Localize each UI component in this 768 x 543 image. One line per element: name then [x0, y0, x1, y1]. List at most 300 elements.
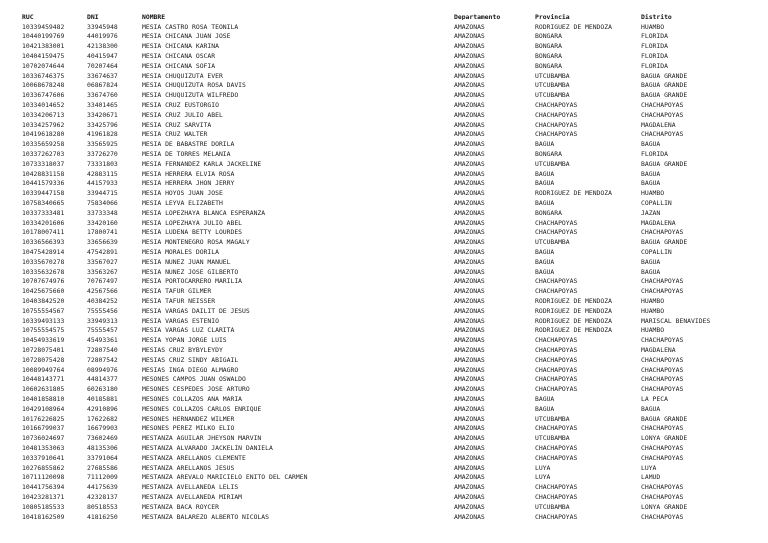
cell-dni: 33791064 [87, 454, 118, 462]
cell-distrito: CHACHAPOYAS [641, 386, 684, 393]
cell-dni: 73602469 [87, 435, 118, 442]
cell-distrito: LA PECA [641, 395, 668, 403]
cell-nombre: MESTANZA AGUILAR JHEYSON MARVIN [142, 435, 262, 442]
cell-nombre: MESIA NUÑEZ JOSE GILBERTO [142, 268, 239, 276]
cell-ruc: 10176226825 [22, 415, 65, 422]
table-row [22, 365, 762, 375]
cell-distrito: FLORIDA [641, 43, 668, 50]
cell-nombre: MESIA CHICANA JUAN JOSE [142, 33, 231, 40]
table-row [22, 453, 762, 463]
cell-ruc: 10339447158 [22, 190, 65, 197]
cell-provincia: UTCUBAMBA [535, 415, 570, 422]
cell-departamento: AMAZONAS [454, 160, 485, 168]
table-row [22, 384, 762, 394]
cell-ruc: 10448143771 [22, 376, 65, 383]
cell-provincia: CHACHAPOYAS [535, 356, 578, 364]
cell-distrito: CHACHAPOYAS [641, 484, 684, 491]
cell-ruc: 10758340665 [22, 200, 65, 207]
cell-provincia: CHACHAPOYAS [535, 337, 578, 344]
cell-ruc: 10336566393 [22, 239, 65, 246]
cell-departamento: AMAZONAS [454, 366, 485, 373]
cell-departamento: AMAZONAS [454, 200, 485, 207]
cell-dni: 33945948 [87, 23, 118, 31]
cell-ruc: 10733318037 [22, 160, 65, 168]
cell-ruc: 10475428914 [22, 249, 65, 256]
cell-nombre: MESIA HERRERA JHON JERRY [142, 180, 235, 187]
cell-departamento: AMAZONAS [454, 249, 485, 256]
cell-ruc: 10428831158 [22, 170, 65, 178]
cell-nombre: MESIA PORTOCARRERO MARILIA [142, 278, 243, 285]
cell-provincia: CHACHAPOYAS [535, 513, 578, 520]
cell-provincia: BONGARA [535, 53, 562, 60]
cell-nombre: MESONES CAMPOS JUAN OSWALDO [142, 376, 246, 383]
cell-nombre: MESIA LEYVA ELIZABETH [142, 200, 223, 207]
cell-distrito: LAMUD [641, 474, 661, 481]
table-row [22, 32, 762, 42]
cell-provincia: BAGUA [535, 405, 555, 413]
table-row [22, 394, 762, 404]
cell-departamento: AMAZONAS [454, 435, 485, 442]
cell-nombre: MESIA LUDEÑA BETTY LOURDES [142, 229, 243, 236]
cell-dni: 16679903 [87, 425, 118, 432]
header-dni: DNI [87, 13, 99, 21]
cell-distrito: MAGDALENA [641, 219, 676, 227]
cell-nombre: MESIA CHICANA KARINA [142, 43, 219, 50]
cell-departamento: AMAZONAS [454, 444, 485, 452]
cell-provincia: CHACHAPOYAS [535, 102, 578, 109]
cell-departamento: AMAZONAS [454, 219, 485, 227]
cell-dni: 60263180 [87, 386, 118, 393]
table-row [22, 257, 762, 267]
table-row [22, 482, 762, 492]
cell-dni: 33565925 [87, 141, 118, 148]
cell-ruc: 10441756394 [22, 484, 65, 491]
cell-dni: 48135306 [87, 444, 118, 452]
cell-dni: 75834066 [87, 200, 118, 207]
table-row [22, 71, 762, 81]
cell-departamento: AMAZONAS [454, 72, 485, 80]
table-row [22, 110, 762, 120]
table-row [22, 189, 762, 199]
cell-departamento: AMAZONAS [454, 307, 485, 315]
table-row [22, 492, 762, 502]
cell-provincia: RODRIGUEZ DE MENDOZA [535, 190, 612, 197]
cell-ruc: 10339493133 [22, 317, 65, 324]
cell-dni: 41816250 [87, 513, 118, 520]
cell-nombre: MESIA FERNANDEZ KARLA JACKELINE [142, 160, 262, 168]
cell-dni: 44019976 [87, 33, 118, 40]
cell-departamento: AMAZONAS [454, 454, 485, 462]
cell-nombre: MESIA TAFUR NEISSER [142, 298, 216, 305]
table-row [22, 140, 762, 150]
cell-ruc: 10401858810 [22, 395, 65, 403]
cell-distrito: COPALLIN [641, 249, 672, 256]
cell-ruc: 10711120098 [22, 474, 65, 481]
cell-dni: 45493361 [87, 337, 118, 344]
cell-distrito: LONYA GRANDE [641, 503, 688, 511]
cell-dni: 42910896 [87, 405, 118, 413]
table-row [22, 296, 762, 306]
cell-distrito: COPALLIN [641, 200, 672, 207]
cell-nombre: MESIA CASTRO ROSA TEONILA [142, 23, 239, 31]
cell-ruc: 10276855862 [22, 464, 65, 471]
cell-dni: 33567027 [87, 258, 118, 266]
cell-provincia: CHACHAPOYAS [535, 131, 578, 138]
cell-departamento: AMAZONAS [454, 111, 485, 119]
cell-distrito: CHACHAPOYAS [641, 102, 684, 109]
cell-dni: 33733348 [87, 209, 118, 217]
cell-provincia: UTCUBAMBA [535, 239, 570, 246]
table-row [22, 22, 762, 32]
cell-dni: 75555457 [87, 327, 118, 334]
cell-nombre: MESTANZA ALVARADO JACKELIN DANIELA [142, 444, 273, 452]
cell-provincia: CHACHAPOYAS [535, 484, 578, 491]
cell-ruc: 10334206713 [22, 111, 65, 119]
cell-dni: 33420671 [87, 111, 118, 119]
cell-provincia: RODRIGUEZ DE MENDOZA [535, 298, 612, 305]
cell-distrito: BAGUA [641, 268, 661, 276]
cell-dni: 40415947 [87, 53, 118, 60]
cell-departamento: AMAZONAS [454, 405, 485, 413]
cell-ruc: 10481353063 [22, 444, 65, 452]
cell-provincia: CHACHAPOYAS [535, 366, 578, 373]
header-ruc: RUC [22, 13, 34, 21]
cell-ruc: 10089949764 [22, 366, 65, 373]
cell-dni: 17800741 [87, 229, 118, 236]
cell-ruc: 10335670278 [22, 258, 65, 266]
cell-nombre: MESIA MORALES DORILA [142, 249, 219, 256]
cell-provincia: BAGUA [535, 249, 555, 256]
cell-nombre: MESTANZA AREVALO MARICIELO ENITO DEL CARMEN [142, 474, 308, 481]
table-row [22, 404, 762, 414]
cell-dni: 42138300 [87, 43, 118, 50]
table-row [22, 91, 762, 101]
cell-distrito: BAGUA GRANDE [641, 92, 688, 99]
cell-distrito: CHACHAPOYAS [641, 454, 684, 462]
cell-departamento: AMAZONAS [454, 209, 485, 217]
cell-distrito: FLORIDA [641, 62, 668, 70]
cell-nombre: MESIA LOPEZHAYA JULIO ABEL [142, 219, 243, 227]
cell-ruc: 10736024697 [22, 435, 65, 442]
cell-nombre: MESONES HERNANDEZ WILMER [142, 415, 235, 422]
cell-departamento: AMAZONAS [454, 395, 485, 403]
cell-dni: 33674637 [87, 72, 118, 80]
cell-provincia: UTCUBAMBA [535, 160, 570, 168]
cell-ruc: 10728075428 [22, 356, 65, 364]
cell-departamento: AMAZONAS [454, 53, 485, 60]
cell-provincia: RODRIGUEZ DE MENDOZA [535, 307, 612, 315]
cell-distrito: HUAMBO [641, 327, 665, 334]
cell-departamento: AMAZONAS [454, 229, 485, 236]
cell-nombre: MESONES COLLAZOS ANA MARIA [142, 395, 243, 403]
cell-provincia: BONGARA [535, 33, 562, 40]
cell-nombre: MESIA CHUQUIZUTA EVER [142, 72, 223, 80]
cell-nombre: MESIA VARGAS ESTENIO [142, 317, 219, 324]
cell-ruc: 10418162509 [22, 513, 65, 520]
cell-distrito: BAGUA GRANDE [641, 72, 688, 80]
cell-ruc: 10336747606 [22, 92, 65, 99]
cell-provincia: CHACHAPOYAS [535, 454, 578, 462]
cell-provincia: BAGUA [535, 200, 555, 207]
cell-distrito: MARISCAL BENAVIDES [641, 317, 711, 324]
cell-distrito: MAGDALENA [641, 121, 676, 129]
cell-ruc: 10454933619 [22, 337, 65, 344]
cell-departamento: AMAZONAS [454, 151, 485, 158]
cell-provincia: CHACHAPOYAS [535, 444, 578, 452]
cell-departamento: AMAZONAS [454, 190, 485, 197]
cell-distrito: CHACHAPOYAS [641, 366, 684, 373]
cell-ruc: 10403842520 [22, 298, 65, 305]
cell-dni: 27685586 [87, 464, 118, 471]
cell-distrito: CHACHAPOYAS [641, 111, 684, 119]
cell-ruc: 10419618280 [22, 131, 65, 138]
cell-ruc: 10334257962 [22, 121, 65, 129]
cell-nombre: MESTANZA AVELLANEDA LELIS [142, 484, 239, 491]
table-row [22, 238, 762, 248]
cell-provincia: RODRIGUEZ DE MENDOZA [535, 317, 612, 324]
cell-ruc: 10440199769 [22, 33, 65, 40]
cell-distrito: HUAMBO [641, 298, 665, 305]
table-row [22, 502, 762, 512]
table-row [22, 463, 762, 473]
cell-departamento: AMAZONAS [454, 102, 485, 109]
cell-nombre: MESIA CRUZ SARVITA [142, 121, 212, 129]
cell-distrito: CHACHAPOYAS [641, 513, 684, 520]
cell-ruc: 10334201606 [22, 219, 65, 227]
cell-dni: 44175639 [87, 484, 118, 491]
cell-provincia: CHACHAPOYAS [535, 111, 578, 119]
table-row [22, 306, 762, 316]
table-row [22, 326, 762, 336]
cell-departamento: AMAZONAS [454, 484, 485, 491]
cell-departamento: AMAZONAS [454, 268, 485, 276]
cell-ruc: 10334014652 [22, 102, 65, 109]
cell-nombre: MESIA CRUZ EUSTORGIO [142, 102, 219, 109]
cell-nombre: MESONES CESPEDES JOSE ARTURO [142, 386, 250, 393]
cell-distrito: FLORIDA [641, 33, 668, 40]
cell-nombre: MESTANZA ARELLANOS CLEMENTE [142, 454, 246, 462]
cell-departamento: AMAZONAS [454, 23, 485, 31]
table-row [22, 277, 762, 287]
table-row [22, 316, 762, 326]
cell-departamento: AMAZONAS [454, 415, 485, 422]
cell-ruc: 10429108964 [22, 405, 65, 413]
table-row [22, 61, 762, 71]
cell-provincia: UTCUBAMBA [535, 92, 570, 99]
cell-provincia: BAGUA [535, 395, 555, 403]
cell-dni: 17622682 [87, 415, 118, 422]
table-row [22, 130, 762, 140]
cell-nombre: MESIA VARGAS DAILIT DE JESUS [142, 307, 250, 315]
table-row [22, 336, 762, 346]
cell-dni: 42883115 [87, 170, 118, 178]
cell-distrito: CHACHAPOYAS [641, 376, 684, 383]
cell-nombre: MESIA HERRERA ELVIA ROSA [142, 170, 235, 178]
table-header-row [22, 12, 762, 22]
cell-nombre: MESONES COLLAZOS CARLOS ENRIQUE [142, 405, 262, 413]
cell-ruc: 10166799037 [22, 425, 65, 432]
cell-departamento: AMAZONAS [454, 386, 485, 393]
cell-ruc: 10337910641 [22, 454, 65, 462]
cell-dni: 75555456 [87, 307, 118, 315]
table-row [22, 414, 762, 424]
cell-distrito: CHACHAPOYAS [641, 444, 684, 452]
cell-provincia: CHACHAPOYAS [535, 386, 578, 393]
cell-provincia: CHACHAPOYAS [535, 229, 578, 236]
cell-dni: 41961828 [87, 131, 118, 138]
cell-provincia: CHACHAPOYAS [535, 121, 578, 129]
cell-dni: 44814377 [87, 376, 118, 383]
cell-provincia: LUYA [535, 474, 551, 481]
cell-distrito: BAGUA [641, 258, 661, 266]
cell-provincia: UTCUBAMBA [535, 72, 570, 80]
cell-ruc: 10335632678 [22, 268, 65, 276]
cell-nombre: MESIA DE BABASTRE DORILA [142, 141, 235, 148]
cell-ruc: 10336746375 [22, 72, 65, 80]
table-row [22, 159, 762, 169]
cell-ruc: 10337333481 [22, 209, 65, 217]
cell-departamento: AMAZONAS [454, 258, 485, 266]
cell-provincia: BAGUA [535, 141, 555, 148]
cell-nombre: MESIA CHUQUIZUTA ROSA DAVIS [142, 82, 246, 89]
cell-dni: 70207464 [87, 62, 118, 70]
cell-nombre: MESIA NUNEZ JUAN MANUEL [142, 258, 231, 266]
cell-departamento: AMAZONAS [454, 298, 485, 305]
cell-departamento: AMAZONAS [454, 141, 485, 148]
cell-provincia: RODRIGUEZ DE MENDOZA [535, 23, 612, 31]
table-row [22, 345, 762, 355]
cell-dni: 44157933 [87, 180, 118, 187]
cell-nombre: MESIA CRUZ JULIO ABEL [142, 111, 223, 119]
cell-departamento: AMAZONAS [454, 327, 485, 334]
cell-nombre: MESIA TAFUR GILMER [142, 288, 212, 295]
cell-departamento: AMAZONAS [454, 317, 485, 324]
cell-ruc: 10755554575 [22, 327, 65, 334]
table-row [22, 169, 762, 179]
cell-dni: 42328137 [87, 493, 118, 501]
table-body [22, 22, 762, 522]
table-row [22, 267, 762, 277]
cell-departamento: AMAZONAS [454, 170, 485, 178]
cell-dni: 47542891 [87, 249, 118, 256]
cell-dni: 73331803 [87, 160, 118, 168]
header-departamento: Departamento [454, 13, 501, 21]
cell-nombre: MESIA LOPEZHAYA BLANCA ESPERANZA [142, 209, 266, 217]
cell-departamento: AMAZONAS [454, 513, 485, 520]
cell-provincia: UTCUBAMBA [535, 503, 570, 511]
cell-departamento: AMAZONAS [454, 493, 485, 501]
cell-departamento: AMAZONAS [454, 356, 485, 364]
table-row [22, 512, 762, 522]
table-row [22, 120, 762, 130]
cell-ruc: 10602631805 [22, 386, 65, 393]
cell-departamento: AMAZONAS [454, 376, 485, 383]
cell-distrito: BAGUA GRANDE [641, 415, 688, 422]
cell-departamento: AMAZONAS [454, 425, 485, 432]
cell-distrito: CHACHAPOYAS [641, 337, 684, 344]
table-row [22, 473, 762, 483]
cell-ruc: 10335659258 [22, 141, 65, 148]
cell-nombre: MESIA HOYOS JUAN JOSE [142, 190, 223, 197]
cell-distrito: CHACHAPOYAS [641, 493, 684, 501]
cell-dni: 70767497 [87, 278, 118, 285]
header-provincia: Provincia [535, 13, 570, 21]
cell-distrito: LUYA [641, 464, 657, 471]
cell-provincia: BONGARA [535, 209, 562, 217]
cell-provincia: RODRIGUEZ DE MENDOZA [535, 327, 612, 334]
table-row [22, 81, 762, 91]
cell-departamento: AMAZONAS [454, 503, 485, 511]
cell-dni: 33656639 [87, 239, 118, 246]
cell-distrito: CHACHAPOYAS [641, 356, 684, 364]
cell-departamento: AMAZONAS [454, 131, 485, 138]
table-row [22, 375, 762, 385]
cell-provincia: CHACHAPOYAS [535, 346, 578, 354]
cell-dni: 40185881 [87, 395, 118, 403]
cell-provincia: BONGARA [535, 62, 562, 70]
cell-provincia: BONGARA [535, 151, 562, 158]
cell-provincia: CHACHAPOYAS [535, 219, 578, 227]
cell-nombre: MESIA YOPAN JORGE LUIS [142, 337, 227, 344]
cell-provincia: CHACHAPOYAS [535, 425, 578, 432]
cell-dni: 33420160 [87, 219, 118, 227]
cell-nombre: MESTANZA BACA ROYCER [142, 503, 219, 511]
cell-departamento: AMAZONAS [454, 278, 485, 285]
cell-departamento: AMAZONAS [454, 92, 485, 99]
cell-distrito: MAGDALENA [641, 346, 676, 354]
cell-ruc: 10805185533 [22, 503, 65, 511]
cell-dni: 33944715 [87, 190, 118, 197]
cell-dni: 72807540 [87, 346, 118, 354]
cell-departamento: AMAZONAS [454, 346, 485, 354]
cell-nombre: MESONES PEREZ MILKO ELIO [142, 425, 235, 432]
cell-dni: 40384252 [87, 298, 118, 305]
cell-ruc: 10755554567 [22, 307, 65, 315]
cell-distrito: LONYA GRANDE [641, 435, 688, 442]
header-nombre: NOMBRE [142, 13, 166, 21]
cell-departamento: AMAZONAS [454, 180, 485, 187]
cell-departamento: AMAZONAS [454, 239, 485, 246]
cell-distrito: HUAMBO [641, 190, 665, 197]
cell-departamento: AMAZONAS [454, 43, 485, 50]
cell-provincia: BAGUA [535, 258, 555, 266]
cell-distrito: JAZAN [641, 209, 661, 217]
cell-provincia: BONGARA [535, 43, 562, 50]
cell-provincia: BAGUA [535, 180, 555, 187]
cell-departamento: AMAZONAS [454, 474, 485, 481]
cell-ruc: 10178007411 [22, 229, 65, 236]
cell-distrito: BAGUA [641, 180, 661, 187]
cell-ruc: 10068678248 [22, 82, 65, 89]
cell-nombre: MESIAS CRUZ SINDY ABIGAIL [142, 356, 239, 364]
header-distrito: Distrito [641, 13, 672, 21]
table-row [22, 247, 762, 257]
cell-ruc: 10337262703 [22, 151, 65, 158]
cell-departamento: AMAZONAS [454, 464, 485, 471]
cell-departamento: AMAZONAS [454, 121, 485, 129]
cell-dni: 80518553 [87, 503, 118, 511]
cell-distrito: CHACHAPOYAS [641, 288, 684, 295]
cell-provincia: CHACHAPOYAS [535, 278, 578, 285]
cell-distrito: HUAMBO [641, 23, 665, 31]
cell-nombre: MESIA VARGAS LUZ CLARITA [142, 327, 235, 334]
table-row [22, 208, 762, 218]
table-row [22, 179, 762, 189]
cell-departamento: AMAZONAS [454, 62, 485, 70]
cell-ruc: 10728075401 [22, 346, 65, 354]
cell-distrito: BAGUA GRANDE [641, 82, 688, 89]
cell-distrito: CHACHAPOYAS [641, 425, 684, 432]
